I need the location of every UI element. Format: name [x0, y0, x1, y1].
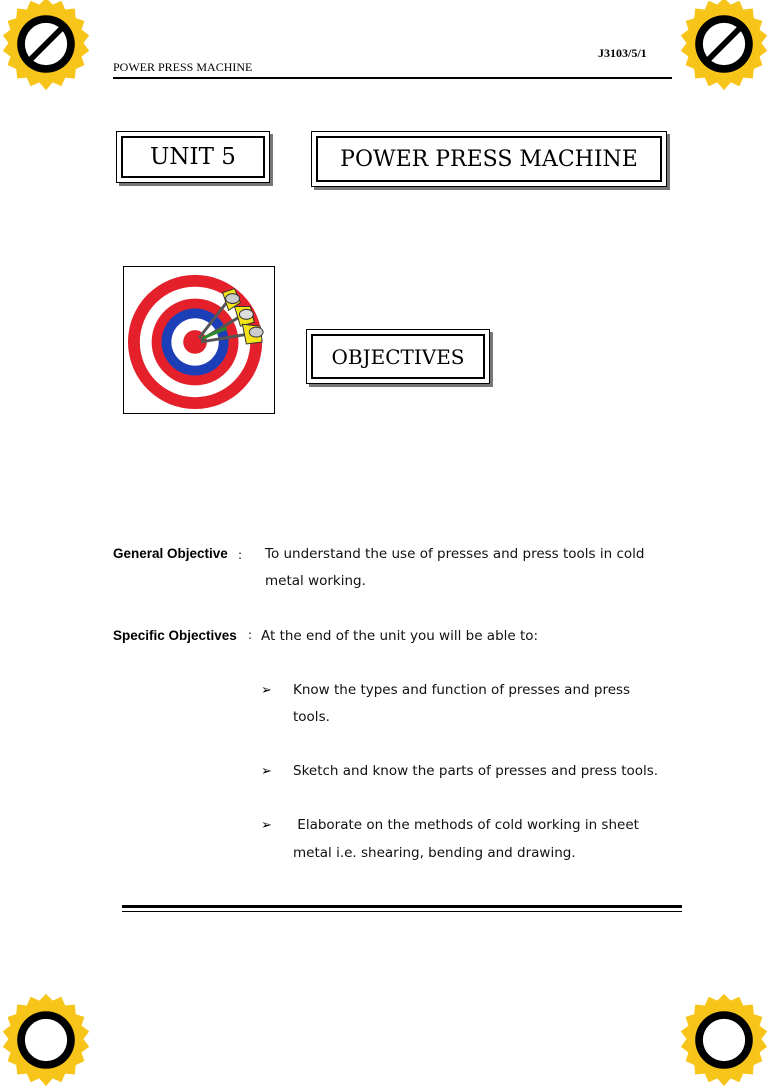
objectives-heading: OBJECTIVES — [311, 334, 485, 379]
footer-divider-thin — [122, 911, 682, 912]
abbyy-seal-icon[interactable] — [0, 992, 94, 1088]
abbyy-seal-icon[interactable] — [0, 0, 94, 92]
running-header-title: POWER PRESS MACHINE — [113, 60, 253, 74]
objectives-box — [306, 329, 490, 384]
general-objective-colon: : — [238, 548, 243, 562]
abbyy-seal-icon[interactable] — [676, 0, 768, 92]
unit-box — [116, 131, 270, 183]
bullet-arrow-icon: ➢ — [261, 683, 272, 698]
specific-objectives-colon: : — [248, 628, 253, 642]
bullet-arrow-icon: ➢ — [261, 818, 272, 833]
list-item: Know the types and function of presses and press — [293, 682, 631, 698]
list-item-continuation: tools. — [293, 709, 330, 725]
unit-title: POWER PRESS MACHINE — [316, 136, 662, 182]
title-box — [311, 131, 667, 187]
header-divider — [113, 77, 672, 79]
list-item: Sketch and know the parts of presses and press tools. — [293, 763, 659, 779]
general-objective-text-line1: To understand the use of presses and press tools in cold — [265, 546, 645, 562]
unit-label: UNIT 5 — [121, 136, 265, 178]
footer-divider-thick — [122, 905, 682, 908]
list-item-continuation: metal i.e. shearing, bending and drawing. — [293, 845, 576, 861]
specific-objectives-label: Specific Objectives — [113, 628, 237, 643]
general-objective-text-line2: metal working. — [265, 573, 366, 589]
abbyy-seal-icon[interactable] — [676, 992, 768, 1088]
specific-objectives-intro: At the end of the unit you will be able to: — [261, 628, 539, 644]
dartboard-target-icon — [123, 266, 275, 414]
list-item: Elaborate on the methods of cold working in sheet — [293, 817, 639, 833]
general-objective-label: General Objective — [113, 546, 228, 561]
page-code: J3103/5/1 — [598, 46, 647, 60]
bullet-arrow-icon: ➢ — [261, 764, 272, 779]
